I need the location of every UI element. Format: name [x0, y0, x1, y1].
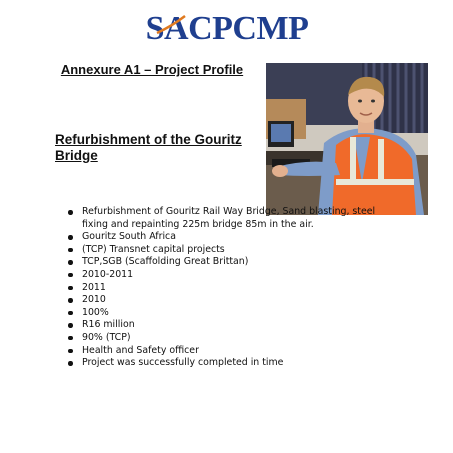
list-item: Gouritz South Africa: [68, 231, 398, 244]
list-item: Health and Safety officer: [68, 345, 398, 358]
project-title: Refurbishment of the Gouritz Bridge: [55, 132, 242, 163]
list-item: 2010: [68, 294, 398, 307]
list-item: R16 million: [68, 319, 398, 332]
list-item: 2011: [68, 282, 398, 295]
project-details-list: [68, 206, 398, 370]
logo-mark: [127, 6, 327, 46]
list-item: 90% (TCP): [68, 332, 398, 345]
list-item: TCP,SGB (Scaffolding Great Brittan): [68, 256, 398, 269]
list-item: Project was successfully completed in time: [68, 357, 398, 370]
list-item: Refurbishment of Gouritz Rail Way Bridge, Sand blasting, steel fixing and repainting 225m bridge 85m in the air.: [68, 206, 398, 231]
person-photo-icon: [266, 63, 428, 215]
logo-text: SACPCMP: [145, 10, 308, 46]
list-item: (TCP) Transnet capital projects: [68, 244, 398, 257]
sacpcmp-logo: [0, 6, 453, 50]
list-item: 2010-2011: [68, 269, 398, 282]
person-photo: [266, 63, 428, 215]
annexure-title: Annexure A1 – Project Profile: [60, 62, 244, 77]
list-item: 100%: [68, 307, 398, 320]
